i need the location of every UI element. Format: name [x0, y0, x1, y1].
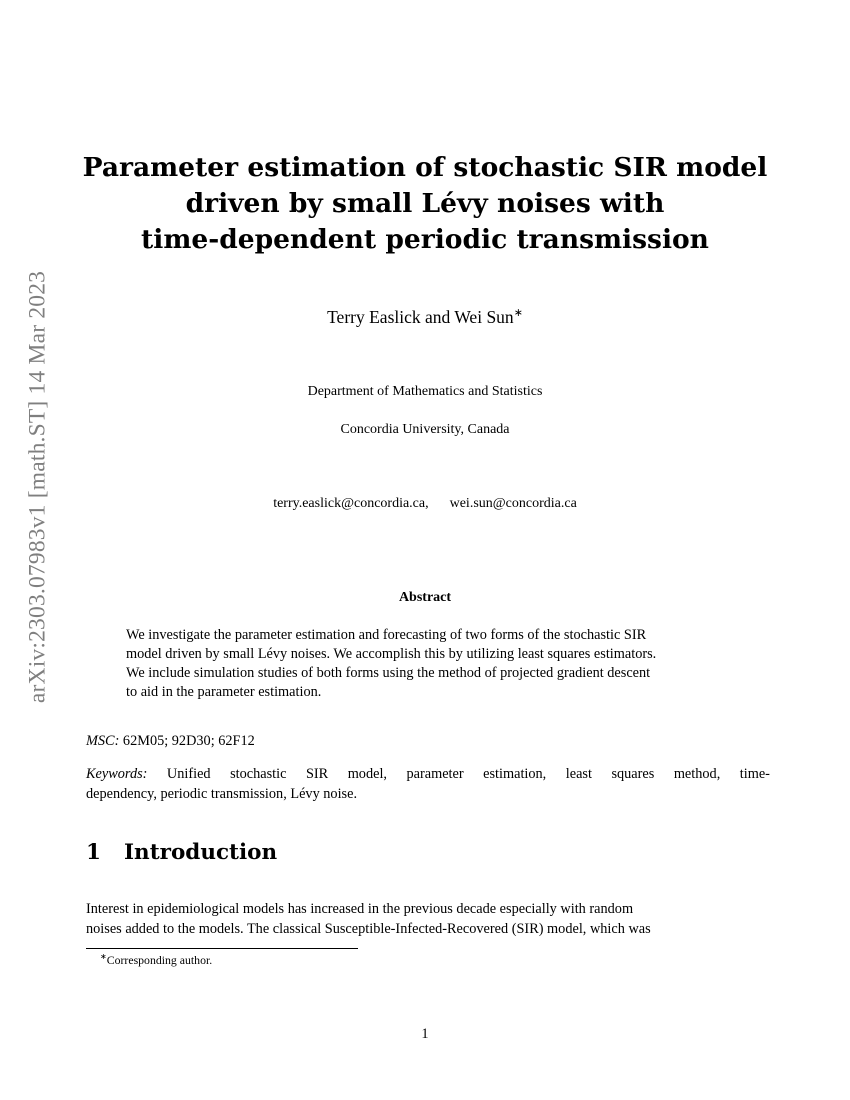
- msc-value: 62M05; 92D30; 62F12: [119, 733, 255, 749]
- section-number: 1: [86, 840, 101, 865]
- keywords-line: [86, 764, 770, 784]
- footnote-divider: [86, 948, 358, 949]
- introduction-text: [86, 899, 770, 939]
- footnote-mark: ∗: [100, 952, 107, 961]
- footnote-text: Corresponding author.: [106, 952, 213, 967]
- keyword-word: estimation,: [483, 766, 547, 782]
- affiliation-department: Department of Mathematics and Statistics: [307, 384, 543, 399]
- abstract-heading: Abstract: [398, 590, 452, 605]
- keyword-word: time-: [739, 766, 770, 782]
- author-list: [0, 306, 850, 328]
- msc-codes: [86, 733, 255, 750]
- keyword-word: parameter: [406, 766, 464, 782]
- keywords: [86, 764, 770, 804]
- section-title: Introduction: [124, 840, 278, 865]
- keyword-word: stochastic: [230, 766, 287, 782]
- abstract-line: model driven by small Lévy noises. We accomplish this by utilizing least squares estimators.: [126, 646, 657, 662]
- body-line: noises added to the models. The classical Susceptible-Infected-Recovered (SIR) model, which was: [86, 921, 651, 937]
- body-line: Interest in epidemiological models has increased in the previous decade especially with random: [86, 901, 634, 917]
- email-easlick[interactable]: terry.easlick@concordia.ca,: [273, 496, 429, 511]
- author-footnote-mark: ∗: [513, 307, 523, 319]
- paper-title: [0, 150, 850, 258]
- author-emails: [0, 496, 850, 512]
- author-names: Terry Easlick and Wei Sun: [327, 306, 514, 327]
- keyword-word: squares: [611, 766, 655, 782]
- abstract-line: We investigate the parameter estimation and forecasting of two forms of the stochastic SIR: [126, 627, 647, 643]
- msc-label: MSC:: [86, 733, 120, 749]
- email-sun[interactable]: wei.sun@concordia.ca: [449, 496, 577, 511]
- page-number: 1: [421, 1026, 429, 1042]
- keywords-label: Keywords:: [86, 766, 148, 782]
- keyword-word: least: [565, 766, 592, 782]
- keyword-word: model,: [347, 766, 387, 782]
- title-line: driven by small Lévy noises with: [185, 188, 665, 219]
- title-line: Parameter estimation of stochastic SIR model: [82, 152, 768, 183]
- abstract-body: [126, 626, 726, 702]
- footnote: [100, 952, 212, 968]
- keyword-word: Unified: [166, 766, 211, 782]
- abstract-line: to aid in the parameter estimation.: [126, 684, 322, 700]
- keywords-line: dependency, periodic transmission, Lévy noise.: [86, 786, 358, 802]
- title-line: time-dependent periodic transmission: [141, 224, 709, 255]
- keyword-word: SIR: [305, 766, 329, 782]
- abstract-line: We include simulation studies of both forms using the method of projected gradient descent: [126, 665, 651, 681]
- arxiv-identifier-stamp: arXiv:2303.07983v1 [math.ST] 14 Mar 2023: [24, 270, 51, 704]
- section-heading-introduction: [86, 840, 277, 865]
- affiliation-university: Concordia University, Canada: [340, 422, 510, 437]
- keyword-word: method,: [673, 766, 721, 782]
